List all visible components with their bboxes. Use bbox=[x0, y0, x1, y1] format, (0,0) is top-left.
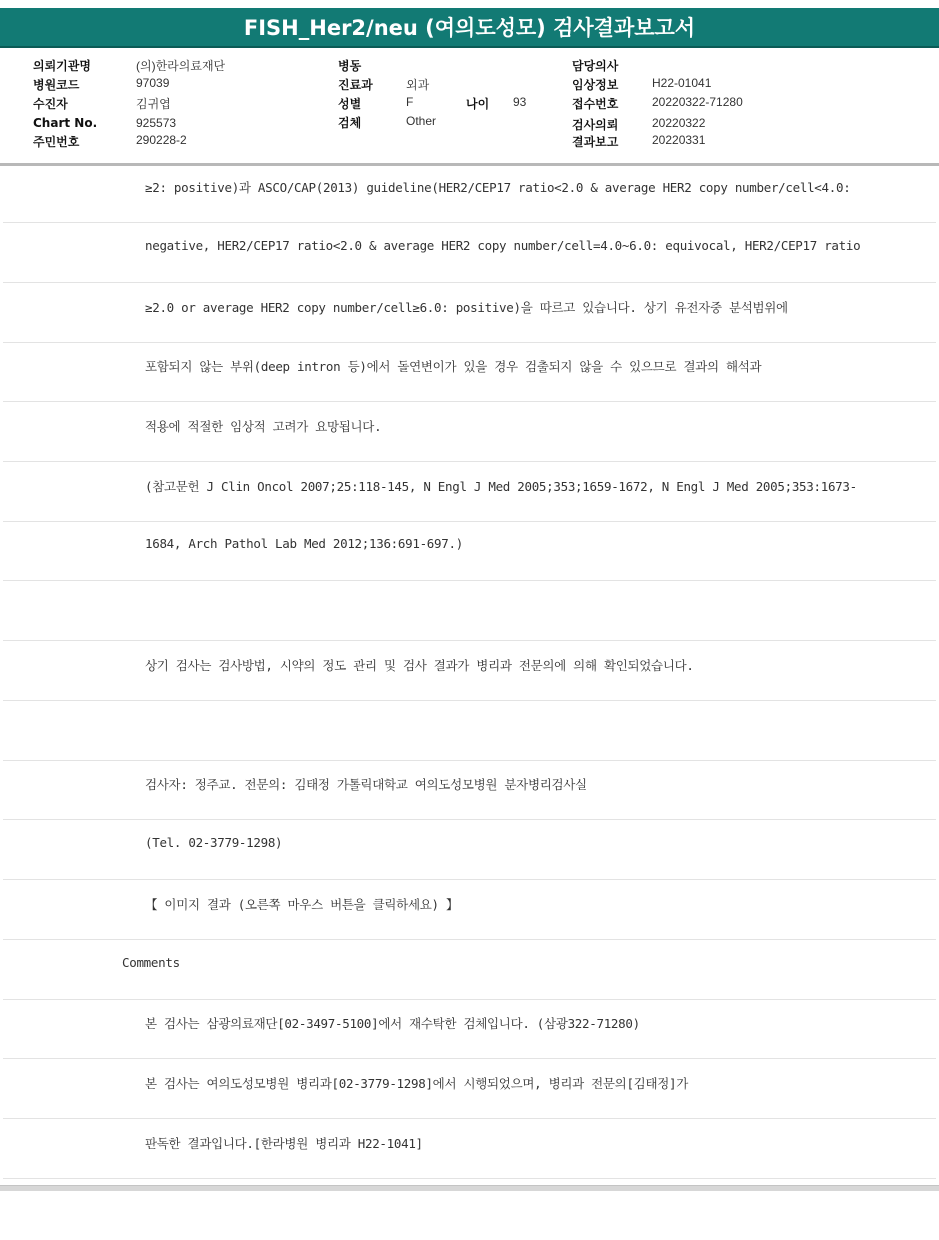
age-label: 나이 bbox=[466, 97, 490, 111]
department-label: 진료과 bbox=[338, 78, 373, 92]
result-row bbox=[3, 1060, 936, 1119]
ward-label: 병동 bbox=[338, 59, 362, 73]
report-title: FISH_Her2/neu (여의도성모) 검사결과보고서 bbox=[0, 8, 939, 48]
patient-value: 김귀엽 bbox=[136, 97, 171, 111]
image-result-row[interactable] bbox=[3, 881, 936, 940]
result-row bbox=[3, 463, 936, 522]
result-row bbox=[3, 403, 936, 462]
request-date-value: 20220322 bbox=[652, 116, 706, 130]
specimen-value: Other bbox=[406, 114, 437, 128]
sex-label: 성별 bbox=[338, 97, 362, 111]
report-date-label: 결과보고 bbox=[572, 135, 619, 149]
specimen-label: 검체 bbox=[338, 116, 362, 130]
clinical-info-value: H22-01041 bbox=[652, 76, 712, 90]
sex-value: F bbox=[406, 95, 414, 109]
result-row bbox=[3, 702, 936, 761]
result-text: 검사자: 정주교. 전문의: 김태정 가톨릭대학교 여의도성모병원 분자병리검사실 bbox=[145, 777, 587, 792]
result-row bbox=[3, 821, 936, 880]
result-text: (Tel. 02-3779-1298) bbox=[145, 835, 283, 850]
result-text: 1684, Arch Pathol Lab Med 2012;136:691-697.) bbox=[145, 536, 463, 551]
resident-no-value: 290228-2 bbox=[136, 133, 187, 147]
doctor-label: 담당의사 bbox=[572, 59, 619, 73]
receipt-no-value: 20220322-71280 bbox=[652, 95, 743, 109]
comments-heading: Comments bbox=[122, 955, 180, 970]
age-value: 93 bbox=[513, 95, 527, 109]
receipt-no-label: 접수번호 bbox=[572, 97, 619, 111]
result-row bbox=[3, 224, 936, 283]
chart-no-value: 925573 bbox=[136, 116, 177, 130]
result-row bbox=[3, 761, 936, 820]
result-row bbox=[3, 164, 936, 223]
report-date-value: 20220331 bbox=[652, 133, 706, 147]
footer-divider bbox=[0, 1185, 939, 1191]
comments-row bbox=[3, 941, 936, 1000]
hospital-code-value: 97039 bbox=[136, 76, 170, 90]
result-text: 판독한 결과입니다.[한라병원 병리과 H22-1041] bbox=[145, 1136, 423, 1151]
result-text: 본 검사는 삼광의료재단[02-3497-5100]에서 재수탁한 검체입니다. (삼광322-71280) bbox=[145, 1016, 640, 1031]
patient-label: 수진자 bbox=[33, 97, 68, 111]
result-text: 포함되지 않는 부위(deep intron 등)에서 돌연변이가 있을 경우 검출되지 않을 수 있으므로 결과의 해석과 bbox=[145, 359, 762, 374]
result-text: ≥2: positive)과 ASCO/CAP(2013) guideline(HER2/CEP17 ratio<2.0 & average HER2 copy number/cell<4.0: bbox=[145, 180, 851, 195]
result-text: negative, HER2/CEP17 ratio<2.0 & average HER2 copy number/cell=4.0~6.0: equivocal, HER2/CEP17 ratio bbox=[145, 238, 861, 253]
result-text: (참고문헌 J Clin Oncol 2007;25:118-145, N Engl J Med 2005;353;1659-1672, N Engl J Med 2005;353:1673- bbox=[145, 479, 857, 494]
result-row bbox=[3, 343, 936, 402]
result-text: 상기 검사는 검사방법, 시약의 정도 관리 및 검사 결과가 병리과 전문의에 의해 확인되었습니다. bbox=[145, 658, 694, 673]
result-text: ≥2.0 or average HER2 copy number/cell≥6.0: positive)을 따르고 있습니다. 상기 유전자중 분석범위에 bbox=[145, 300, 788, 315]
result-text: 본 검사는 여의도성모병원 병리과[02-3779-1298]에서 시행되었으며, 병리과 전문의[김태정]가 bbox=[145, 1076, 688, 1091]
result-row bbox=[3, 582, 936, 641]
result-text: 적용에 적절한 임상적 고려가 요망됩니다. bbox=[145, 419, 382, 434]
institution-value: (의)한라의료재단 bbox=[136, 59, 226, 73]
resident-no-label: 주민번호 bbox=[33, 135, 80, 149]
result-row bbox=[3, 522, 936, 581]
hospital-code-label: 병원코드 bbox=[33, 78, 80, 92]
chart-no-label: Chart No. bbox=[33, 116, 98, 130]
institution-label: 의뢰기관명 bbox=[33, 59, 91, 73]
result-row bbox=[3, 1000, 936, 1059]
result-row bbox=[3, 1120, 936, 1179]
department-value: 외과 bbox=[406, 78, 430, 92]
clinical-info-label: 임상정보 bbox=[572, 78, 619, 92]
request-date-label: 검사의뢰 bbox=[572, 118, 619, 132]
image-result-link[interactable]: 【 이미지 결과 (오른쪽 마우스 버튼을 클릭하세요) 】 bbox=[145, 897, 459, 912]
result-row bbox=[3, 642, 936, 701]
result-row bbox=[3, 284, 936, 343]
